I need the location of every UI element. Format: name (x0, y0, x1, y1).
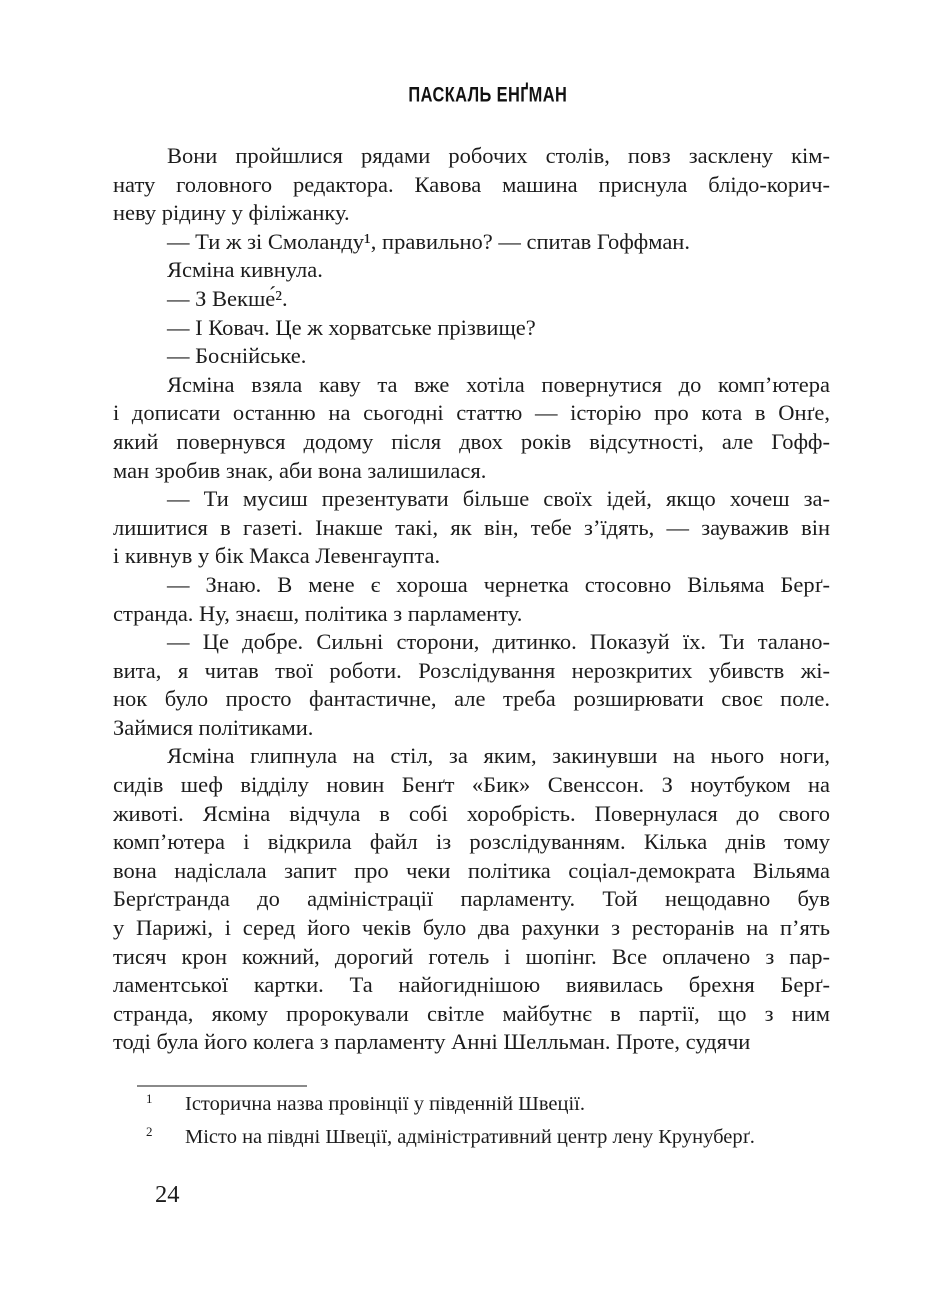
running-header (129, 84, 846, 107)
text-line: у Парижі, і серед його чеків було два рахунки з ресторанів на п’ять (113, 915, 830, 941)
text-line: — Знаю. В мене є хороша чернетка стосовно Вільяма Берґ- (167, 571, 830, 597)
text-line: Ясміна глипнула на стіл, за яким, закинувши на нього ноги, (167, 743, 830, 769)
text-line: і кивнув у бік Макса Левенгаупта. (113, 543, 441, 569)
text-line: Займися політиками. (113, 714, 314, 740)
text-line: комп’ютера і відкрила файл із розслідуванням. Кілька днів тому (113, 829, 830, 855)
paragraph (113, 571, 830, 628)
footnotes (113, 1089, 830, 1154)
paragraph (113, 285, 830, 314)
paragraph (113, 256, 830, 285)
text-line: тисяч крон кожний, дорогий готель і шопінг. Все оплачено з пар- (113, 943, 830, 969)
paragraph (113, 228, 830, 257)
footnote-text: Місто на півдні Швеції, адміністративний центр лену Крунуберґ. (185, 1125, 755, 1148)
text-line: неву рідину у філіжанку. (113, 200, 350, 226)
text-line: сидів шеф відділу новин Бенґт «Бик» Свенссон. З ноутбуком на (113, 772, 830, 798)
text-line: животі. Ясміна відчула в собі хоробрість. Повернулася до свого (113, 800, 830, 826)
footnote (113, 1122, 830, 1155)
text-line: — З Векше́². (167, 285, 288, 311)
body-text (113, 142, 830, 1057)
paragraph (113, 371, 830, 485)
paragraph (113, 142, 830, 228)
text-line: странда, якому пророкували світле майбутнє в партії, що з ним (113, 1000, 830, 1026)
text-line: тоді була його колега з парламенту Анні Шелльман. Проте, судячи (113, 1029, 751, 1055)
text-line: нату головного редактора. Кавова машина приснула блідо-корич- (113, 171, 830, 197)
text-line: — Ти ж зі Смоланду¹, правильно? — спитав Гоффман. (167, 228, 690, 254)
text-line: Ясміна кивнула. (167, 257, 323, 283)
paragraph (113, 628, 830, 742)
text-line: Берґстранда до адміністрації парламенту. Той нещодавно був (113, 886, 830, 912)
text-line: який повернувся додому після двох років відсутності, але Гофф- (113, 428, 830, 454)
text-line: і дописати останню на сьогодні статтю — історію про кота в Онґе, (113, 400, 830, 426)
text-line: вита, я читав твої роботи. Розслідування нерозкритих убивств жі- (113, 657, 830, 683)
footnote-marker: 1 (146, 1091, 153, 1106)
paragraph (113, 314, 830, 343)
text-line: — Боснійське. (167, 343, 307, 369)
text-line: — Ти мусиш презентувати більше своїх ідей, якщо хочеш за- (167, 486, 830, 512)
text-line: Вони пройшлися рядами робочих столів, повз засклену кім- (167, 143, 830, 168)
footnote-marker: 2 (146, 1123, 153, 1139)
text-line: — Це добре. Сильні сторони, дитинко. Показуй їх. Ти талано- (167, 629, 830, 655)
text-line: вона надіслала запит про чеки політика соціал-демократа Вільяма (113, 857, 830, 883)
text-line: — І Ковач. Це ж хорватське прізвище? (167, 314, 536, 340)
text-line: странда. Ну, знаєш, політика з парламенту. (113, 600, 523, 626)
running-header-title: ПАСКАЛЬ ЕНҐМАН (408, 83, 567, 107)
footnote-text: Історична назва провінції у південній Швеції. (185, 1093, 585, 1115)
footnote (113, 1089, 830, 1122)
paragraph (113, 742, 830, 1057)
text-line: ман зробив знак, аби вона залишилася. (113, 457, 487, 483)
page-number: 24 (155, 1181, 180, 1208)
text-line: нок було просто фантастичне, але треба розширювати своє поле. (113, 686, 830, 712)
text-line: ламентської картки. Та найогиднішою виявилась брехня Берґ- (113, 972, 830, 998)
paragraph (113, 485, 830, 571)
text-line: Ясміна взяла каву та вже хотіла повернутися до комп’ютера (167, 371, 830, 397)
text-line: лишитися в газеті. Інакше такі, як він, тебе з’їдять, — зауважив він (113, 514, 830, 540)
paragraph (113, 342, 830, 371)
